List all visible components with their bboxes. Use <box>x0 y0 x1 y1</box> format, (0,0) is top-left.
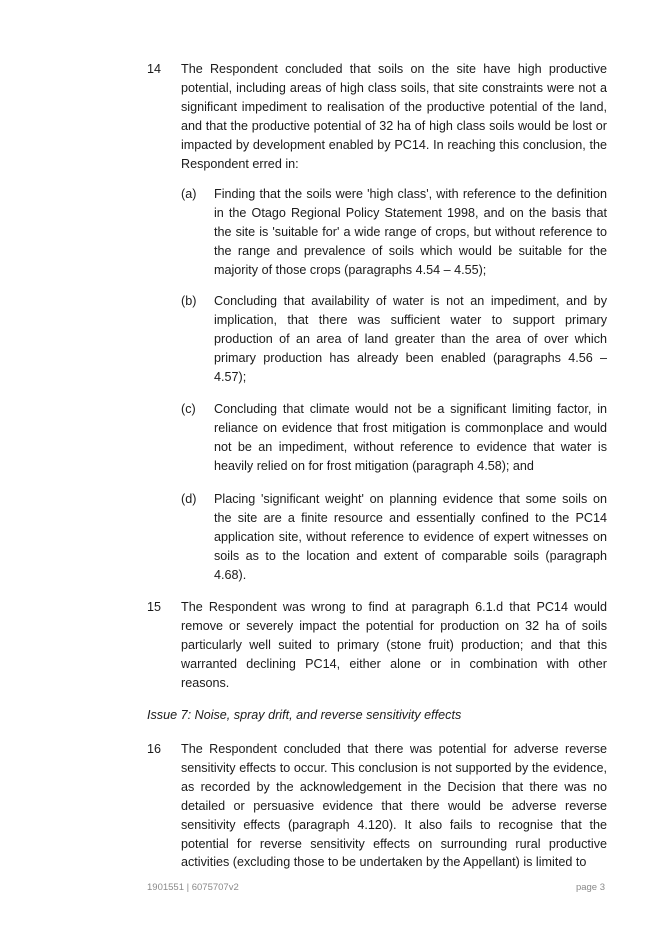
footer-doc-id: 1901551 | 6075707v2 <box>147 882 239 893</box>
item-label: (b) <box>181 294 197 308</box>
paragraph-14-item-c <box>181 400 607 476</box>
item-text: Concluding that availability of water is not an impediment, and by implication, that there was sufficient water to support primary production of an area of land greater than the area of over which primary production has already been enabled (paragraphs 4.56 – 4.57); <box>214 294 607 384</box>
footer-page-number: page 3 <box>575 882 605 893</box>
item-label: (a) <box>181 187 197 201</box>
paragraph-number: 14 <box>147 62 162 76</box>
paragraph-number: 15 <box>147 600 162 614</box>
item-text: Placing 'significant weight' on planning evidence that some soils on the site are a finite resource and essentially confined to the PC14 application site, without reference to evidence of expert witnesses on soils as to the location and extent of comparable soils (paragraph 4.68). <box>214 492 607 582</box>
item-text: Finding that the soils were 'high class', with reference to the definition in the Otago Regional Policy Statement 1998, and on the basis that the site is 'suitable for' a wide range of crops, but without reference to the range and prevalence of soils which would be suitable for the majority of those crops (paragraphs 4.54 – 4.55); <box>214 187 607 277</box>
paragraph-15 <box>147 598 607 693</box>
issue-heading: Issue 7: Noise, spray drift, and reverse sensitivity effects <box>147 708 462 722</box>
paragraph-14 <box>147 60 607 173</box>
paragraph-text: The Respondent was wrong to find at paragraph 6.1.d that PC14 would remove or severely impact the potential for production on 32 ha of soils particularly well suited to primary (stone fruit) production; and that this warranted declining PC14, either alone or in combination with other reasons. <box>181 600 607 690</box>
item-label: (d) <box>181 492 197 506</box>
item-label: (c) <box>181 402 196 416</box>
paragraph-text: The Respondent concluded that there was potential for adverse reverse sensitivity effects to occur. This conclusion is not supported by the evidence, as recorded by the acknowledgement in the Decision that there was no detailed or persuasive evidence that there would be adverse reverse sensitivity effects (paragraph 4.120). It also fails to recognise that the potential for reverse sensitivity effects on surrounding rural productive activities (excluding those to be undertaken by the Appellant) is limited to <box>181 742 607 870</box>
paragraph-16 <box>147 740 607 872</box>
item-text: Concluding that climate would not be a significant limiting factor, in reliance on evidence that frost mitigation is commonplace and would not be an impediment, without reference to evidence that water is heavily relied on for frost mitigation (paragraph 4.58); and <box>214 402 607 473</box>
paragraph-text: The Respondent concluded that soils on the site have high productive potential, including areas of high class soils, that site constraints were not a significant impediment to realisation of the productive potential of the land, and that the productive potential of 32 ha of high class soils would be lost or impacted by development enabled by PC14. In reaching this conclusion, the Respondent erred in: <box>181 62 607 171</box>
paragraph-14-item-b <box>181 292 607 387</box>
paragraph-14-item-a <box>181 185 607 280</box>
paragraph-number: 16 <box>147 742 162 756</box>
paragraph-14-item-d <box>181 490 607 585</box>
